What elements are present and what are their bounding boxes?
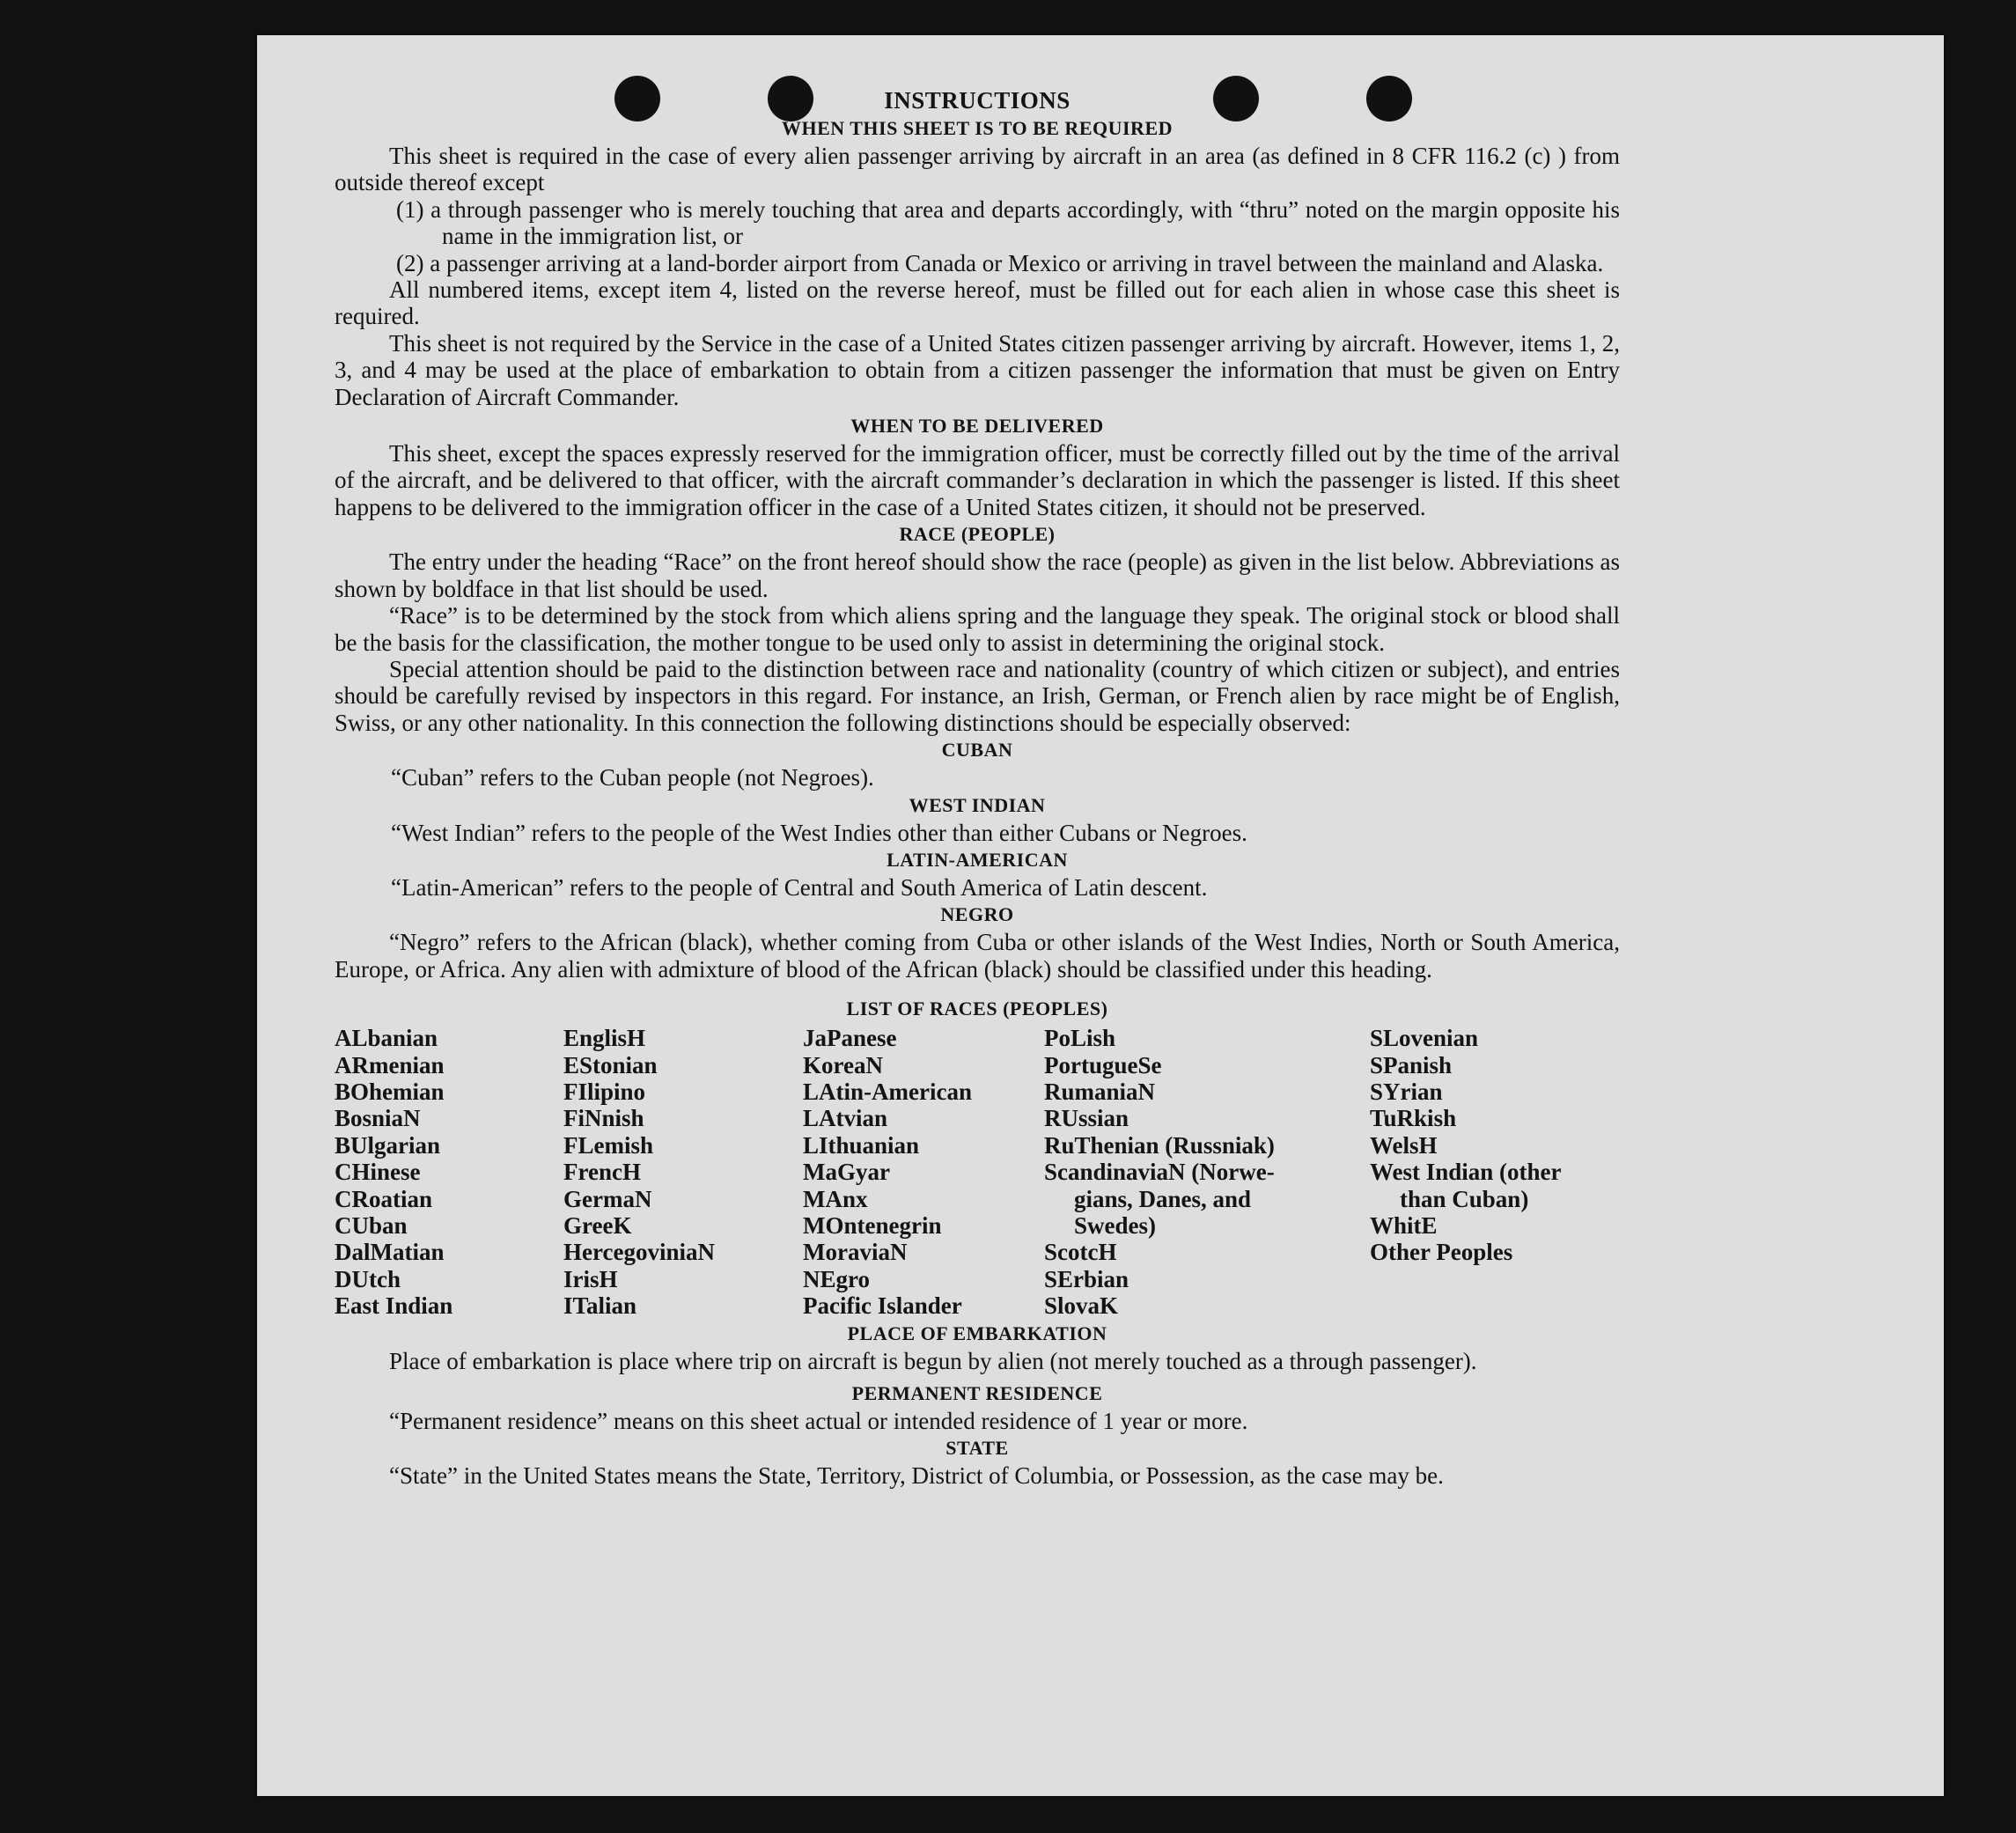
paragraph: “Negro” refers to the African (black), whether coming from Cuba or other islands of the West Indies, North or South America, Europe, or Africa. Any alien with admixture of blood of the African (black) should be classified under this heading. <box>335 929 1620 983</box>
race-entry: EStonian <box>563 1051 658 1078</box>
paragraph: Special attention should be paid to the distinction between race and nationality (country of which citizen or subject), and entries should be carefully revised by inspectors in this regard. For instance, an Irish, German, or French alien by race might be of English, Swiss, or any other nationality. In this connection the following distinctions should be especially observed: <box>335 655 1620 736</box>
race-entry: ARmenian <box>335 1051 445 1078</box>
paragraph: The entry under the heading “Race” on the front hereof should show the race (people) as given in the list below. Abbreviations as shown by boldface in that list should be used. <box>335 548 1620 602</box>
race-entry: KoreaN <box>803 1051 883 1078</box>
section-heading-embarkation: PLACE OF EMBARKATION <box>847 1321 1107 1344</box>
races-column <box>335 1025 563 1319</box>
exception-item: (2) a passenger arriving at a land-border airport from Canada or Mexico or arriving in travel between the mainland and Alaska. <box>396 249 1604 276</box>
race-entry: DalMatian <box>335 1239 445 1266</box>
races-list <box>335 1025 1620 1319</box>
section-heading-west-indian: WEST INDIAN <box>909 793 1046 816</box>
race-entry: LAtin-American <box>803 1078 972 1105</box>
race-entry: SPanish <box>1370 1051 1453 1078</box>
race-entry: CHinese <box>335 1159 421 1186</box>
page-title: INSTRUCTIONS <box>884 87 1071 114</box>
paragraph: This sheet is not required by the Service in the case of a United States citizen passenger arriving by aircraft. However, items 1, 2, 3, and 4 may be used at the place of embarkation to obtain from a citizen passenger the information that must be given on Entry Declaration of Aircraft Commander. <box>335 329 1620 410</box>
race-entry: LAtvian <box>803 1105 888 1132</box>
paragraph: “State” in the United States means the State, Territory, District of Columbia, or Possession, as the case may be. <box>389 1462 1444 1490</box>
races-column <box>1370 1025 1620 1319</box>
race-entry: BOhemian <box>335 1078 445 1105</box>
races-column <box>563 1025 803 1319</box>
race-entry: LIthuanian <box>803 1131 920 1159</box>
race-entry: PoLish <box>1044 1025 1116 1052</box>
race-entry: RuThenian (Russniak) <box>1044 1131 1275 1159</box>
race-entry: MoraviaN <box>803 1239 908 1266</box>
race-entry: GermaN <box>563 1185 652 1212</box>
paragraph: “Race” is to be determined by the stock from which aliens spring and the language they speak. The original stock or blood shall be the basis for the classification, the mother tongue to be used only to assist in determining the original stock. <box>335 602 1620 656</box>
race-entry: gians, Danes, and <box>1074 1185 1252 1212</box>
race-entry: MOntenegrin <box>803 1212 942 1239</box>
race-entry: RumaniaN <box>1044 1078 1156 1105</box>
paragraph: This sheet, except the spaces expressly reserved for the immigration officer, must be correctly filled out by the time of the arrival of the aircraft, and be delivered to that officer, with the aircraft commander’s declaration in which the passenger is listed. If this sheet happens to be delivered to the immigration officer in the case of a United States citizen, it should not be preserved. <box>335 440 1620 520</box>
race-entry: GreeK <box>563 1212 632 1239</box>
paragraph: “West Indian” refers to the people of the West Indies other than either Cubans or Negroes. <box>391 819 1247 846</box>
race-entry: FIlipino <box>563 1078 646 1105</box>
race-entry: ScotcH <box>1044 1239 1117 1266</box>
paragraph: This sheet is required in the case of every alien passenger arriving by aircraft in an area (as defined in 8 CFR 116.2 (c) ) from outside thereof except <box>335 143 1620 196</box>
paragraph: “Latin-American” refers to the people of Central and South America of Latin descent. <box>391 873 1208 901</box>
race-entry: NEgro <box>803 1265 871 1292</box>
paragraph: All numbered items, except item 4, listed on the reverse hereof, must be filled out for each alien in whose case this sheet is required. <box>335 276 1620 330</box>
race-entry: SErbian <box>1044 1265 1129 1292</box>
race-entry: East Indian <box>335 1292 453 1320</box>
race-entry: SYrian <box>1370 1078 1443 1105</box>
race-entry: BosniaN <box>335 1105 421 1132</box>
race-entry: RUssian <box>1044 1105 1129 1132</box>
race-entry: WelsH <box>1370 1131 1438 1159</box>
race-entry: DUtch <box>335 1265 401 1292</box>
race-entry: FiNnish <box>563 1105 644 1132</box>
race-entry: TuRkish <box>1370 1105 1457 1132</box>
race-entry: FrencH <box>563 1159 641 1186</box>
race-entry: JaPanese <box>803 1025 897 1052</box>
section-heading-state: STATE <box>945 1437 1009 1460</box>
race-entry: CRoatian <box>335 1185 433 1212</box>
section-heading-when-required: WHEN THIS SHEET IS TO BE REQUIRED <box>781 117 1174 139</box>
races-column <box>803 1025 1044 1319</box>
race-entry: IrisH <box>563 1265 618 1292</box>
race-entry: SLovenian <box>1370 1025 1479 1052</box>
race-entry: FLemish <box>563 1131 654 1159</box>
section-heading-latin-american: LATIN-AMERICAN <box>887 848 1068 871</box>
section-heading-cuban: CUBAN <box>941 739 1013 762</box>
race-entry: EnglisH <box>563 1025 646 1052</box>
section-heading-negro: NEGRO <box>940 903 1014 926</box>
exception-item: (1) a through passenger who is merely touching that area and departs accordingly, with “thru” noted on the margin opposite his name in the immigration list, or <box>396 195 1620 250</box>
section-heading-when-delivered: WHEN TO BE DELIVERED <box>850 415 1104 438</box>
race-entry: ScandinaviaN (Norwe- <box>1044 1159 1275 1186</box>
section-heading-residence: PERMANENT RESIDENCE <box>851 1382 1103 1405</box>
paragraph: Place of embarkation is place where trip on aircraft is begun by alien (not merely touched as a through passenger). <box>389 1347 1477 1374</box>
race-entry: MAnx <box>803 1185 868 1212</box>
race-entry: WhitE <box>1370 1212 1438 1239</box>
section-heading-list-of-races: LIST OF RACES (PEOPLES) <box>846 997 1108 1020</box>
document-page <box>257 35 1944 1796</box>
race-entry: MaGyar <box>803 1159 890 1186</box>
race-entry: West Indian (other <box>1370 1159 1562 1186</box>
race-entry: Swedes) <box>1074 1212 1156 1239</box>
race-entry: ITalian <box>563 1292 637 1320</box>
race-entry: HercegoviniaN <box>563 1239 715 1266</box>
race-entry: than Cuban) <box>1400 1185 1529 1212</box>
race-entry: PortugueSe <box>1044 1051 1162 1078</box>
race-entry: ALbanian <box>335 1025 438 1052</box>
paragraph: “Cuban” refers to the Cuban people (not Negroes). <box>391 764 874 791</box>
race-entry: BUlgarian <box>335 1131 441 1159</box>
instructions-body <box>335 86 1620 1490</box>
paragraph: “Permanent residence” means on this sheet actual or intended residence of 1 year or more. <box>389 1408 1248 1435</box>
race-entry: SlovaK <box>1044 1292 1119 1320</box>
section-heading-race: RACE (PEOPLE) <box>899 523 1056 546</box>
race-entry: Other Peoples <box>1370 1239 1513 1266</box>
race-entry: Pacific Islander <box>803 1292 962 1320</box>
race-entry: CUban <box>335 1212 408 1239</box>
races-column <box>1044 1025 1370 1319</box>
